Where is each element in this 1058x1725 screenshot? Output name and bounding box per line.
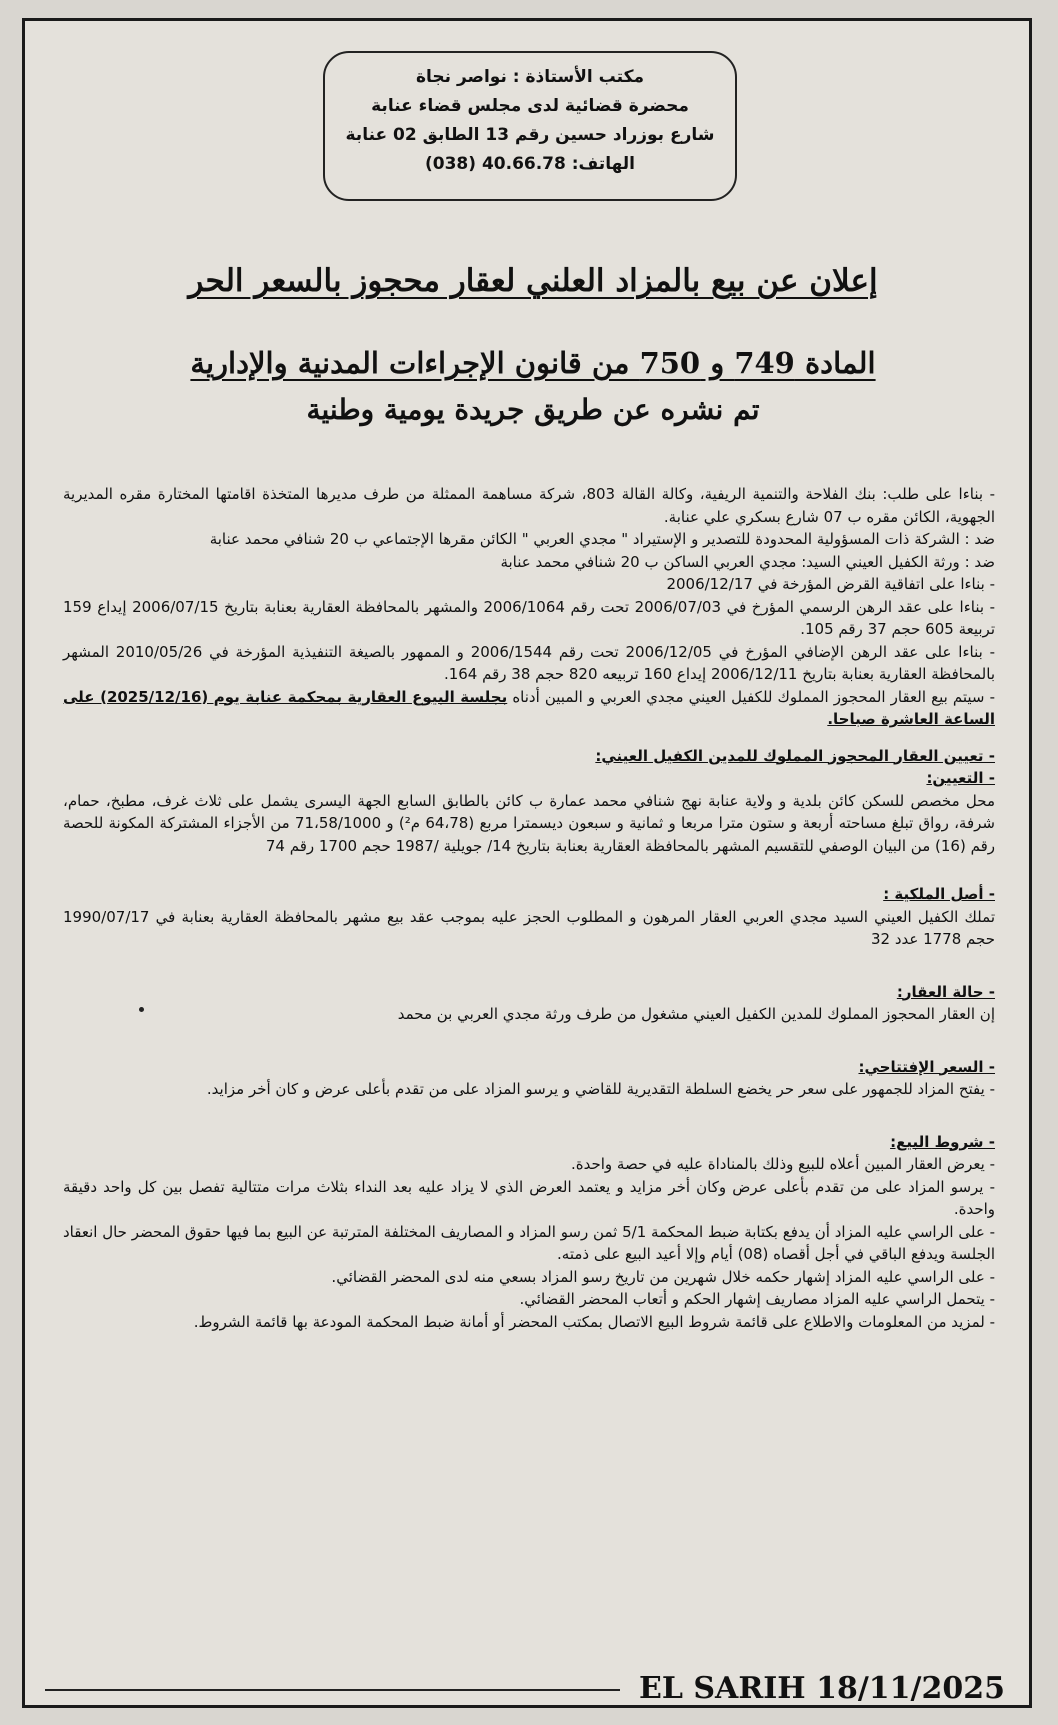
loan-agreement: - بناءا على اتفاقية القرض المؤرخة في 2006/12/17 [666, 575, 995, 593]
designation-heading: - تعيين العقار المحجوز المملوك للمدين الكفيل العيني: [595, 746, 995, 765]
terms-item: - يتحمل الراسي عليه المزاد مصاريف إشهار الحكم و أتعاب المحضر القضائي. [519, 1290, 995, 1308]
terms-heading: - شروط البيع: [890, 1132, 995, 1151]
party-against-company: ضد : الشركة ذات المسؤولية المحدودة للتصدير و الإستيراد " مجدي العربي " الكائن مقرها الإجتماعي ب 20 شنافي محمد عنابة [209, 530, 995, 548]
party-against-heirs: ضد : ورثة الكفيل العيني السيد: مجدي العربي الساكن ب 20 شنافي محمد عنابة [500, 552, 995, 571]
designation-subheading: - التعيين: [926, 769, 995, 787]
terms-item: - يعرض العقار المبين أعلاه للبيع وذلك بالمناداة عليه في حصة واحدة. [570, 1155, 995, 1173]
bailiff-office-box [323, 51, 737, 201]
terms-item: - يرسو المزاد على من تقدم بأعلى عرض وكان أخر مزايد و يعتمد العرض الذي لا يزاد عليه بعد النداء بثلاث مرات متتالية تفصل بين كل واحد دقيقة واحدة. [63, 1177, 995, 1218]
publication-note: تم نشره عن طريق جريدة يومية وطنية [306, 393, 760, 426]
party-requester: - بناءا على طلب: بنك الفلاحة والتنمية الريفية، وكالة القالة 803، شركة مساهمة الممثلة من طرف مديرها المتخذة اقامتها المختارة مقره المديرية الجهوية، الكائن مقره ب 07 شارع بسكري علي عنابة. [63, 485, 995, 526]
ink-dot [139, 1007, 144, 1012]
terms-item: - لمزيد من المعلومات والاطلاع على قائمة شروط البيع الاتصال بمكتب المحضر أو أمانة ضبط المحكمة المودعة بها قائمة الشروط. [193, 1312, 995, 1331]
sale-session: بجلسة البيوع العقارية بمحكمة عنابة يوم (2025/12/16) على الساعة العاشرة صباحا. [63, 687, 995, 728]
condition-text: إن العقار المحجوز المملوك للمدين الكفيل العيني مشغول من طرف ورثة مجدي العربي بن محمد [397, 1005, 995, 1023]
designation-text: محل مخصص للسكن كائن بلدية و ولاية عنابة نهج شنافي محمد عمارة ب كائن بالطابق السابع الجهة اليسرى يشمل على ثلاث غرف، مطبخ، حمام، شرفة، رواق تبلغ مساحته أربعة و ستون مترا مربعا و ثمانية و سبعون ديسمترا مربع (64،78 م²) و 71،58/1000 من الأجزاء المشتركة المكونة للحصة رقم (16) من البيان الوصفي للتقسيم المشهر بالمحافظة العقارية بعنابة بتاريخ 14/ جويلية /1987 حجم 1700 رقم 74 [63, 791, 995, 855]
sale-intro: - سيتم بيع العقار المحجوز المملوك للكفيل العيني مجدي العربي و المبين أدناه [512, 687, 995, 706]
announcement-body [63, 483, 995, 1333]
condition-heading: - حالة العقار: [896, 982, 995, 1001]
mortgage-deed: - بناءا على عقد الرهن الرسمي المؤرخ في 2006/07/03 تحت رقم 2006/1064 والمشهر بالمحافظة العقارية بعنابة بتاريخ 2006/07/15 إيداع 159 تربيعة 605 حجم 37 رقم 105. [63, 597, 996, 638]
ownership-heading: - أصل الملكية : [883, 885, 995, 903]
announcement-title: إعلان عن بيع بالمزاد العلني لعقار محجوز بالسعر الحر [188, 263, 878, 299]
office-phone: الهاتف: 40.66.78 (038) [424, 154, 636, 174]
legal-article-subtitle: المادة 749 و 750 من قانون الإجراءات المدنية والإدارية [190, 346, 876, 380]
office-name: مكتب الأستاذة : نواصر نجاة [415, 67, 645, 87]
office-address: شارع بوزراد حسين رقم 13 الطابق 02 عنابة [345, 125, 715, 145]
newspaper-date: EL SARIH 18/11/2025 [638, 1671, 1005, 1706]
ownership-text: تملك الكفيل العيني السيد مجدي العربي العقار المرهون و المطلوب الحجز عليه بموجب عقد بيع مشهر بالمحافظة العقارية بعنابة في 1990/07/17 حجم 1778 عدد 32 [63, 907, 995, 948]
price-text: - يفتح المزاد للجمهور على سعر حر يخضع السلطة التقديرية للقاضي و يرسو المزاد على من تقدم بأعلى عرض و كان أخر مزايد. [206, 1080, 995, 1098]
additional-mortgage-deed: - بناءا على عقد الرهن الإضافي المؤرخ في 2006/12/05 تحت رقم 2006/1544 و الممهور بالصيغة التنفيذية المؤرخة في 2010/05/26 المشهر بالمحافظة العقارية بعنابة بتاريخ 2006/12/11 إيداع 160 تربيعه 820 حجم 38 رقم 164. [63, 642, 996, 683]
office-role: محضرة قضائية لدى مجلس قضاء عنابة [371, 96, 689, 116]
terms-item: - على الراسي عليه المزاد إشهار حكمه خلال شهرين من تاريخ رسو المزاد بسعي منه لدى المحضر القضائي. [331, 1267, 995, 1286]
footer-rule [45, 1689, 620, 1691]
footer [45, 1671, 1015, 1706]
sale-notice [63, 686, 995, 731]
price-heading: - السعر الإفتتاحي: [858, 1057, 995, 1076]
terms-item: - على الراسي عليه المزاد أن يدفع بكتابة ضبط المحكمة 5/1 ثمن رسو المزاد و المصاريف المختلفة المترتبة عن البيع بما فيها حقوق المحضر حال انعقاد الجلسة ويدفع الباقي في أجل أقصاه (08) أيام وإلا أعيد البيع على ذمته. [63, 1222, 996, 1263]
announcement-page [22, 18, 1032, 1708]
